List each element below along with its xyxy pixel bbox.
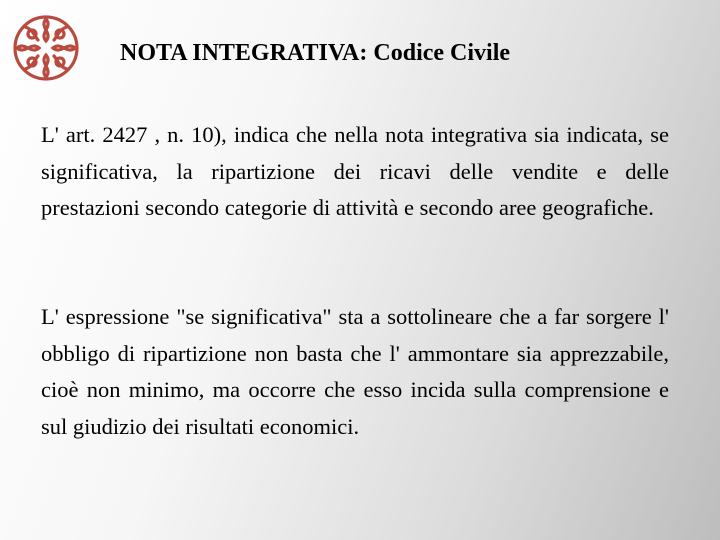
paragraph-2: L' espressione "se significativa" sta a sottolineare che a far sorgere l' obbligo di ripartizione non basta che l' ammontare sia apprezzabile, cioè non minimo, ma occorre che esso incida sulla comprensione e sul giudizio dei risultati economici.: [41, 304, 669, 439]
slide-title: NOTA INTEGRATIVA: Codice Civile: [120, 40, 511, 66]
ornamental-knot-logo-icon: [11, 13, 81, 83]
paragraph-1: L' art. 2427 , n. 10), indica che nella nota integrativa sia indicata, se significativa, la ripartizione dei ricavi delle vendite e delle prestazioni secondo categorie di attività e secondo aree geografiche.: [41, 122, 669, 220]
